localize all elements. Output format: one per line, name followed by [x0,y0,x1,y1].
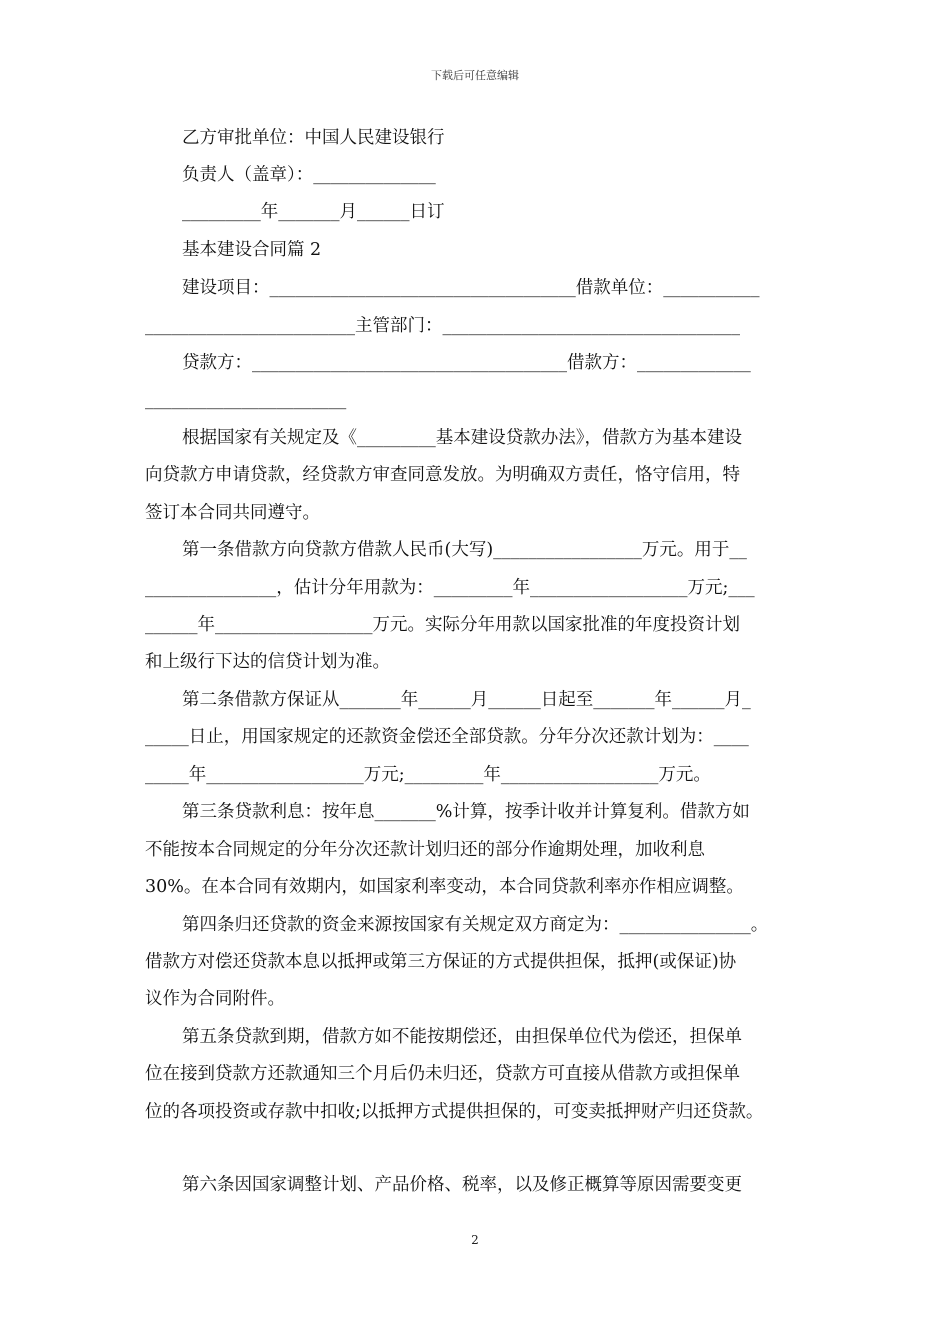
page-number: 2 [471,1233,479,1247]
article-2-line-1: 第二条借款方保证从_______年______月______日起至_______年______月_ [182,690,751,710]
borrower-blank-line: _______________________ [145,390,347,410]
article-5-line-2: 位在接到贷款方还款通知三个月后仍未归还，贷款方可直接从借款方或担保单 [145,1064,740,1084]
paragraph-intro-3: 签订本合同共同遵守。 [145,503,320,523]
approval-unit-line: 乙方审批单位：中国人民建设银行 [182,128,445,148]
article-3-line-2: 不能按本合同规定的分年分次还款计划归还的部分作逾期处理，加收利息 [145,840,705,860]
department-line: ________________________主管部门：__________________________________ [145,316,740,336]
paragraph-intro-2: 向贷款方申请贷款，经贷款方审查同意发放。为明确双方责任，恪守信用，特 [145,465,740,485]
lender-line: 贷款方：____________________________________借款方：_____________ [182,353,751,373]
project-line: 建设项目：___________________________________借款单位：___________ [182,278,760,298]
article-5-line-1: 第五条贷款到期，借款方如不能按期偿还，由担保单位代为偿还，担保单 [182,1027,742,1047]
article-2-line-2: _____日止，用国家规定的还款资金偿还全部贷款。分年分次还款计划为：____ [145,727,749,747]
article-4-line-1: 第四条归还贷款的资金来源按国家有关规定双方商定为：_______________。 [182,915,769,935]
paragraph-intro-1: 根据国家有关规定及《_________基本建设贷款办法》，借款方为基本建设 [182,428,742,448]
article-3-line-1: 第三条贷款利息：按年息_______%计算，按季计收并计算复利。借款方如 [182,802,750,822]
page-header-note: 下载后可任意编辑 [431,69,519,82]
article-3-line-3: 30%。在本合同有效期内，如国家利率变动，本合同贷款利率亦作相应调整。 [145,877,744,897]
article-1-line-3: ______年__________________万元。实际分年用款以国家批准的年度投资计划 [145,615,740,635]
article-1-line-2: _______________，估计分年用款为：_________年__________________万元;___ [145,578,755,598]
article-6-line-1: 第六条因国家调整计划、产品价格、税率，以及修正概算等原因需要变更 [182,1175,742,1195]
section-title: 基本建设合同篇 2 [182,240,322,260]
responsible-person-line: 负责人（盖章）：______________ [182,165,436,185]
article-4-line-3: 议作为合同附件。 [145,989,285,1009]
article-2-line-3: _____年__________________万元;_________年__________________万元。 [145,765,711,785]
sign-date-line: _________年_______月______日订 [182,202,445,222]
article-4-line-2: 借款方对偿还贷款本息以抵押或第三方保证的方式提供担保，抵押(或保证)协 [145,952,737,972]
article-5-line-3: 位的各项投资或存款中扣收;以抵押方式提供担保的，可变卖抵押财产归还贷款。 [145,1102,764,1122]
article-1-line-1: 第一条借款方向贷款方借款人民币(大写)_________________万元。用于__ [182,540,747,560]
article-1-line-4: 和上级行下达的信贷计划为准。 [145,652,390,672]
